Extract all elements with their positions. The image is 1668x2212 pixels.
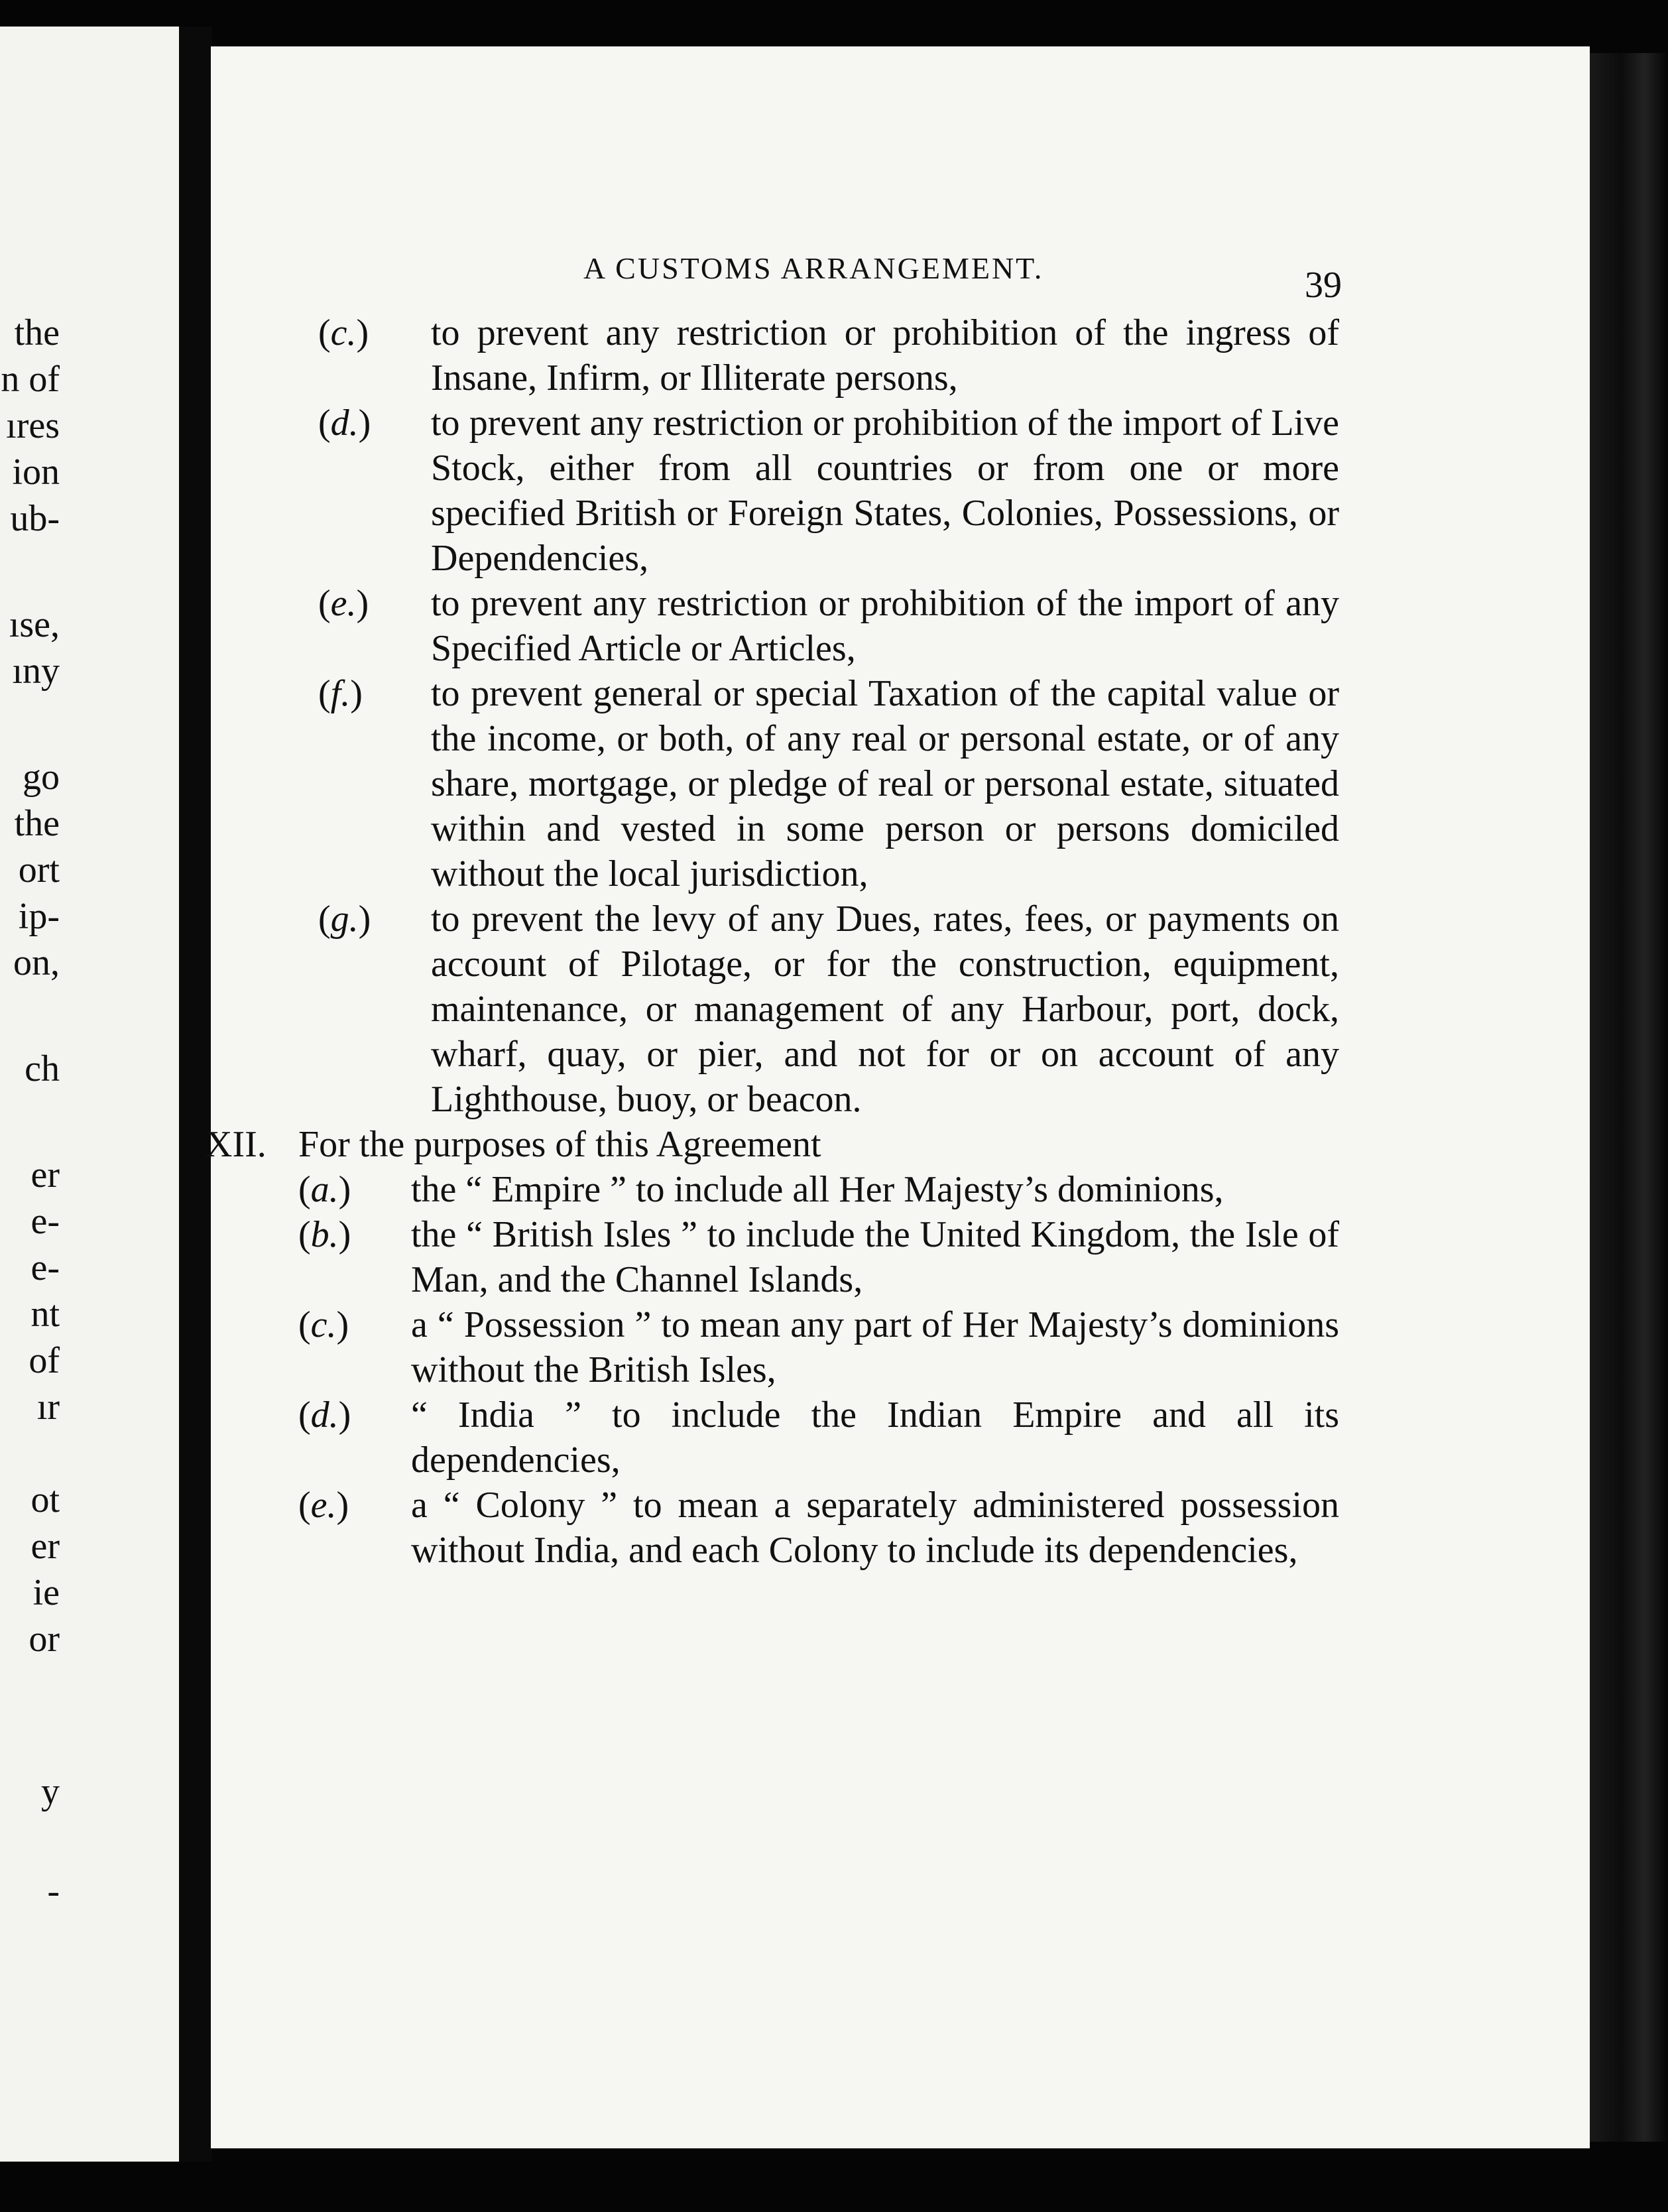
left-page-text [0, 27, 179, 2162]
list-item [318, 671, 1339, 896]
left-fragment: the [14, 312, 60, 353]
left-fragment: - [47, 1871, 60, 1912]
left-fragment: nt [30, 1294, 60, 1335]
left-fragment: go [23, 757, 60, 798]
list-item [298, 1167, 1339, 1212]
item-text: to prevent the levy of any Dues, rates, fees, or payments on account of Pilotage, or for the construction, equipment, maintenance, or management of any Harbour, port, dock, wharf, quay, or pier, and not for or on account of any Lighthouse, buoy, or beacon. [431, 898, 1339, 1120]
list-item [298, 1212, 1339, 1302]
item-text: a “ Colony ” to mean a separately administered possession without India, and each Colony to include its dependencies, [411, 1485, 1339, 1571]
list-item [318, 400, 1339, 581]
item-label: (b.) [298, 1214, 351, 1255]
item-label: (f.) [318, 673, 363, 714]
clause-heading [206, 1122, 1339, 1167]
left-fragment: n of [1, 359, 60, 400]
left-fragment: ıres [6, 405, 60, 446]
item-label: (e.) [298, 1485, 349, 1526]
item-label: (c.) [318, 312, 369, 353]
left-fragment: on, [13, 942, 60, 983]
left-fragment: er [30, 1154, 60, 1196]
left-fragment: ch [25, 1048, 60, 1089]
page-number: 39 [1305, 265, 1342, 306]
left-fragment: ıse, [9, 604, 60, 645]
left-fragment: ıny [12, 650, 60, 692]
item-text: “ India ” to include the Indian Empire and all its dependencies, [411, 1394, 1339, 1481]
left-fragment: of [29, 1340, 60, 1381]
left-fragment: ip- [18, 896, 60, 937]
left-fragment: the [14, 803, 60, 844]
item-text: to prevent general or special Taxation of the capital value or the income, or both, of any real or personal estate, or of any share, mortgage, or pledge of real or personal estate, situated within and vested in some person or persons domiciled without the local jurisdiction, [431, 673, 1339, 894]
item-label: (g.) [318, 898, 371, 940]
list-item [318, 310, 1339, 400]
item-label: (a.) [298, 1169, 351, 1210]
item-text: a “ Possession ” to mean any part of Her Majesty’s dominions without the British Isles, [411, 1304, 1339, 1390]
item-label: (c.) [298, 1304, 349, 1345]
left-fragment: e- [30, 1247, 60, 1288]
left-fragment: er [30, 1526, 60, 1567]
book-gutter [179, 27, 212, 2162]
item-label: (d.) [318, 402, 371, 444]
list-item [298, 1302, 1339, 1392]
running-head: A CUSTOMS ARRANGEMENT. [583, 251, 1044, 285]
item-text: to prevent any restriction or prohibition of the import of any Specified Article or Articles, [431, 583, 1339, 669]
left-fragment: y [41, 1771, 60, 1812]
clause-intro: For the purposes of this Agreement [298, 1124, 821, 1165]
left-fragment: or [29, 1619, 60, 1660]
clause-sublist [298, 1167, 1339, 1573]
left-fragment: ır [36, 1386, 60, 1428]
left-fragment: ot [30, 1479, 60, 1520]
item-text: the “ British Isles ” to include the United Kingdom, the Isle of Man, and the Channel Islands, [411, 1214, 1339, 1300]
left-facing-page [0, 27, 179, 2162]
left-fragment: ort [18, 849, 60, 891]
list-item [298, 1392, 1339, 1483]
left-fragment: ub- [10, 498, 60, 539]
list-item [318, 581, 1339, 671]
item-label: (e.) [318, 583, 369, 624]
item-text: to prevent any restriction or prohibition of the import of Live Stock, either from all countries or from one or more specified British or Foreign States, Colonies, Possessions, or Dependencies, [431, 402, 1339, 579]
list-item [318, 896, 1339, 1122]
item-text: the “ Empire ” to include all Her Majesty’s dominions, [411, 1169, 1224, 1210]
left-fragment: ie [32, 1572, 60, 1613]
list-item [298, 1483, 1339, 1573]
item-label: (d.) [298, 1394, 351, 1436]
clause-numeral: XII. [206, 1124, 267, 1165]
item-text: to prevent any restriction or prohibition of the ingress of Insane, Infirm, or Illiterate persons, [431, 312, 1339, 399]
page-edge [1590, 53, 1668, 2142]
body-text [206, 310, 1339, 1573]
left-fragment: e- [30, 1201, 60, 1242]
left-fragment: ion [12, 452, 60, 493]
